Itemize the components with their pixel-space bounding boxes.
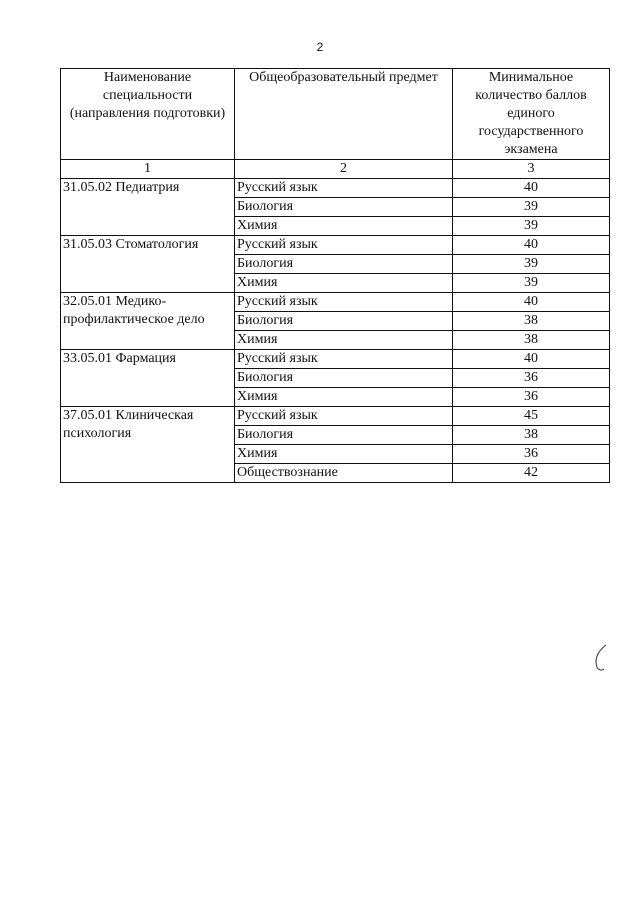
score-cell: 38 [453,331,610,350]
subject-cell: Русский язык [235,179,453,198]
table-row [61,179,610,198]
header-specialty: Наименование специальности (направления подготовки) [61,69,235,160]
subject-cell: Химия [235,274,453,293]
table-row [61,236,610,255]
column-number: 3 [453,160,610,179]
subject-cell: Биология [235,426,453,445]
subject-cell: Обществознание [235,464,453,483]
subject-cell: Русский язык [235,236,453,255]
score-cell: 39 [453,217,610,236]
subject-cell: Химия [235,331,453,350]
score-cell: 36 [453,388,610,407]
column-number-row [61,160,610,179]
specialty-cell: 32.05.01 Медико-профилактическое дело [61,293,235,350]
specialty-cell: 33.05.01 Фармация [61,350,235,407]
score-cell: 45 [453,407,610,426]
score-cell: 40 [453,350,610,369]
header-subject: Общеобразовательный предмет [235,69,453,160]
column-number: 2 [235,160,453,179]
table-row [61,407,610,426]
score-cell: 40 [453,293,610,312]
subject-cell: Биология [235,255,453,274]
header-min-score: Минимальное количество баллов единого государственного экзамена [453,69,610,160]
subject-cell: Биология [235,312,453,331]
score-cell: 42 [453,464,610,483]
specialty-cell: 31.05.03 Стоматология [61,236,235,293]
specialty-cell: 31.05.02 Педиатрия [61,179,235,236]
subject-cell: Химия [235,445,453,464]
subject-cell: Биология [235,198,453,217]
subject-cell: Русский язык [235,293,453,312]
score-cell: 39 [453,255,610,274]
table-row [61,350,610,369]
subject-cell: Русский язык [235,350,453,369]
score-cell: 40 [453,236,610,255]
table-row [61,293,610,312]
pen-mark [590,643,610,673]
column-number: 1 [61,160,235,179]
score-cell: 39 [453,274,610,293]
score-cell: 36 [453,445,610,464]
score-cell: 38 [453,426,610,445]
specialty-cell: 37.05.01 Клиническая психология [61,407,235,483]
subject-cell: Химия [235,217,453,236]
admission-scores-table [60,68,610,483]
score-cell: 40 [453,179,610,198]
table-header-row [61,69,610,160]
page-number: 2 [316,40,324,54]
subject-cell: Биология [235,369,453,388]
score-cell: 36 [453,369,610,388]
score-cell: 38 [453,312,610,331]
subject-cell: Русский язык [235,407,453,426]
score-cell: 39 [453,198,610,217]
subject-cell: Химия [235,388,453,407]
